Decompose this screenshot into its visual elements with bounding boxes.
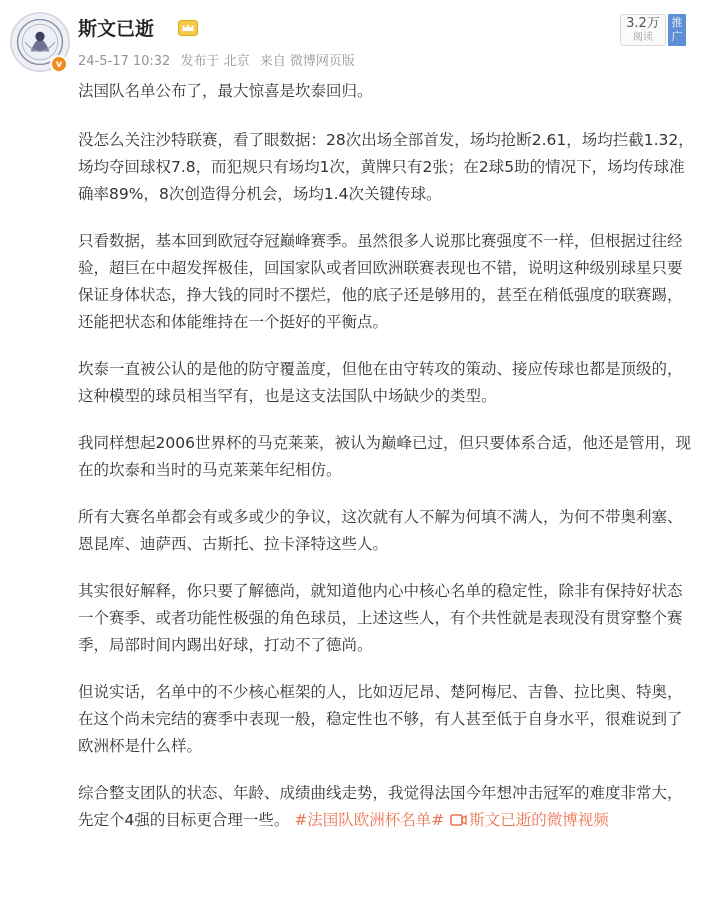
post-meta	[78, 50, 361, 69]
read-count-box	[620, 14, 666, 46]
member-crown-icon[interactable]	[178, 20, 198, 36]
promote-button[interactable]: 推广	[668, 14, 686, 46]
post-source: 来自 微博网页版	[259, 54, 355, 69]
post-paragraph: 其实很好解释，你只要了解德尚，就知道他内心中核心名单的稳定性，除非有保持好状态一个赛季、或者功能性极强的角色球员，上述这些人，有个共性就是表现没有贯穿整个赛季，局部时间内踢出好球，打动不了德尚。	[78, 582, 683, 654]
post-paragraph-text: 综合整支团队的状态、年龄、成绩曲线走势，我觉得法国今年想冲击冠军的难度非常大，先定个4强的目标更合理一些。	[78, 784, 683, 829]
post-paragraph: 坎泰一直被公认的是他的防守覆盖度，但他在由守转攻的策动、接应传球也都是顶级的，这种模型的球员相当罕有，也是这支法国队中场缺少的类型。	[78, 360, 683, 405]
post-date[interactable]: 24-5-17 10:32	[78, 54, 171, 69]
hashtag-link[interactable]: #法国队欧洲杯名单#	[294, 811, 445, 829]
verified-badge-icon: v	[50, 55, 68, 73]
post-header	[0, 0, 710, 80]
post-paragraph: 我同样想起2006世界杯的马克莱莱，被认为巅峰已过，但只要体系合适，他还是管用，现在的坎泰和当时的马克莱莱年纪相仿。	[78, 434, 691, 479]
post-paragraph: 所有大赛名单都会有或多或少的争议，这次就有人不解为何填不满人，为何不带奥利塞、恩昆库、迪萨西、古斯托、拉卡泽特这些人。	[78, 508, 683, 553]
post-paragraph: 法国队名单公布了，最大惊喜是坎泰回归。	[78, 82, 373, 100]
post-paragraph: 没怎么关注沙特联赛，看了眼数据：28次出场全部首发，场均抢断2.61，场均拦截1.32，场均夺回球权7.8，而犯规只有场均1次，黄牌只有2张；在2球5助的情况下，场均传球准确率89%，8次创造得分机会，场均1.4次关键传球。	[78, 131, 694, 203]
video-link[interactable]: 斯文已逝的微博视频	[469, 811, 609, 829]
post-location: 发布于 北京	[180, 54, 250, 69]
post-paragraph: 但说实话，名单中的不少核心框架的人，比如迈尼昂、楚阿梅尼、吉鲁、拉比奥、特奥，在这个尚未完结的赛季中表现一般，稳定性也不够，有人甚至低于自身水平，很难说到了欧洲杯是什么样。	[78, 683, 683, 755]
video-link-icon	[450, 814, 467, 826]
post-paragraph-last	[78, 780, 696, 834]
read-count: 3.2万	[626, 16, 660, 31]
post-paragraph: 只看数据，基本回到欧冠夺冠巅峰赛季。虽然很多人说那比赛强度不一样，但根据过往经验，超巨在中超发挥极佳，回国家队或者回欧洲联赛表现也不错，说明这种级别球星只要保证身体状态，挣大钱的同时不摆烂，他的底子还是够用的，甚至在稍低强度的联赛踢，还能把状态和体能维持在一个挺好的平衡点。	[78, 232, 683, 331]
author-name[interactable]: 斯文已逝	[78, 18, 155, 40]
read-label: 阅读	[633, 32, 653, 43]
post-body	[78, 78, 696, 854]
